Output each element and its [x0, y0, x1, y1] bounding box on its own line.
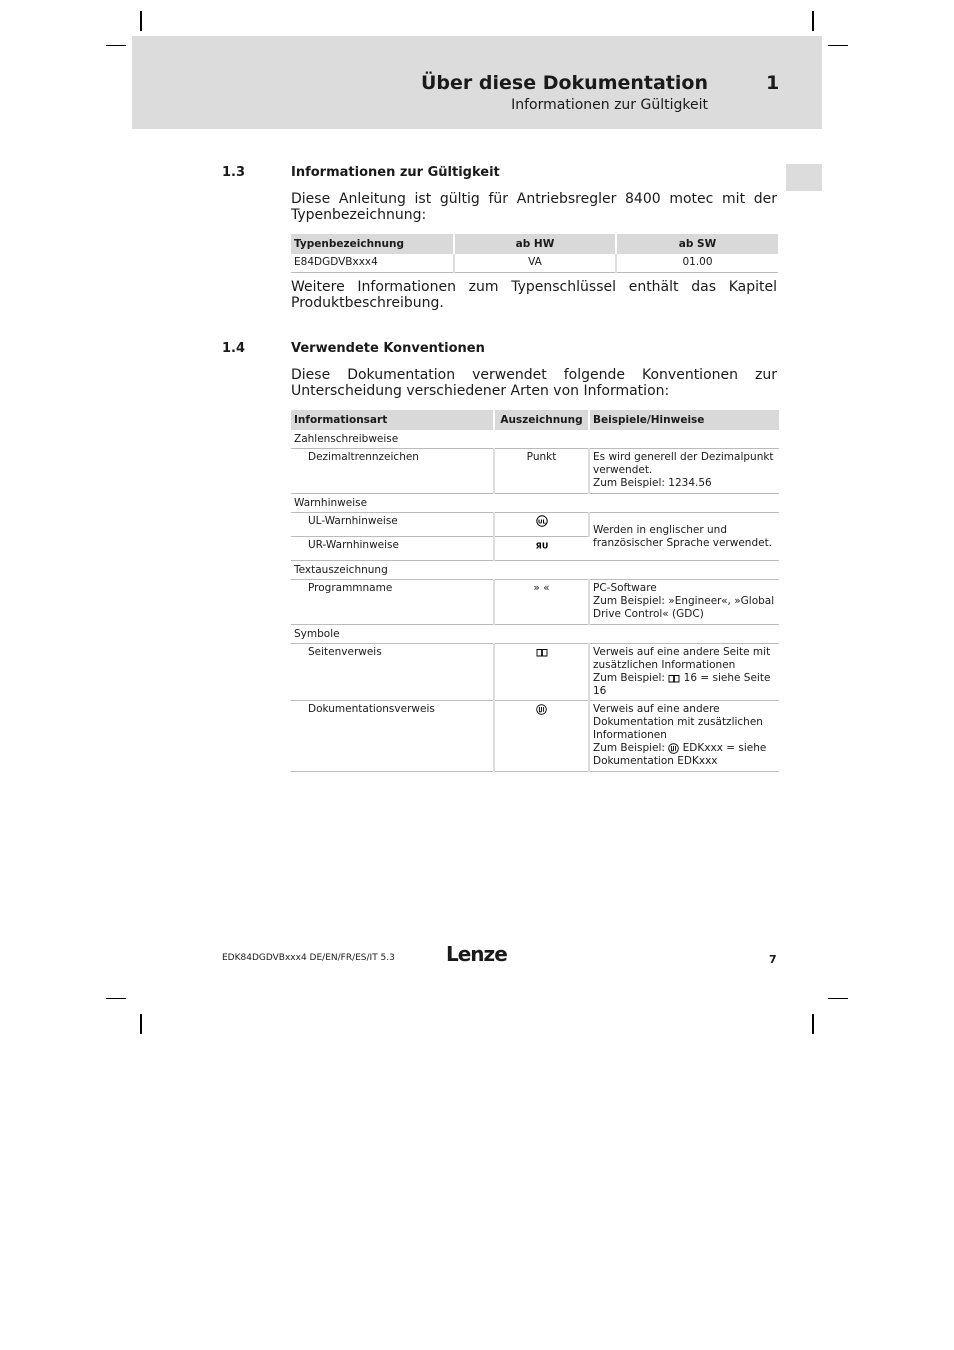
svg-text:UL: UL	[537, 519, 546, 526]
crop-mark	[828, 45, 848, 46]
table-header: Informationsart	[291, 410, 494, 430]
note-line: Zum Beispiel: »Engineer«, »Global Drive Control« (GDC)	[593, 595, 775, 620]
group-label: Zahlenschreibweise	[291, 430, 779, 449]
table-row	[291, 580, 779, 625]
table-cell: UL-Warnhinweise	[291, 513, 494, 537]
table-group-row	[291, 625, 779, 644]
table-cell	[494, 513, 589, 537]
table-cell: VA	[454, 254, 616, 273]
conventions-table	[291, 410, 779, 772]
table-cell: E84DGDVBxxx4	[291, 254, 454, 273]
crop-mark	[812, 1014, 814, 1034]
ur-mark-icon	[535, 540, 549, 550]
note-line: Zum Beispiel: 1234.56	[593, 477, 712, 489]
table-row	[291, 254, 778, 273]
section-intro: Diese Anleitung ist gültig für Antriebsregler 8400 motec mit der Typenbezeichnung:	[291, 191, 777, 223]
table-cell	[589, 644, 779, 701]
table-header-row	[291, 234, 778, 254]
table-group-row	[291, 430, 779, 449]
group-label: Textauszeichnung	[291, 561, 779, 580]
table-cell	[589, 580, 779, 625]
note-line: PC-Software	[593, 582, 657, 594]
table-cell	[494, 644, 589, 701]
group-label: Warnhinweise	[291, 494, 779, 513]
table-header: ab HW	[454, 234, 616, 254]
table-header: ab SW	[616, 234, 778, 254]
table-cell	[494, 701, 589, 772]
group-label: Symbole	[291, 625, 779, 644]
table-cell: Dokumentationsverweis	[291, 701, 494, 772]
table-cell: » «	[494, 580, 589, 625]
table-cell: Punkt	[494, 449, 589, 494]
section-title: Informationen zur Gültigkeit	[291, 165, 500, 180]
table-cell: Dezimaltrennzeichen	[291, 449, 494, 494]
chapter-number: 1	[766, 72, 780, 94]
crop-mark	[106, 45, 126, 46]
table-cell: Seitenverweis	[291, 644, 494, 701]
table-header: Auszeichnung	[494, 410, 589, 430]
ul-mark-icon	[536, 515, 548, 527]
note-text: 16 = siehe Seite 16	[593, 672, 771, 697]
section-number: 1.3	[222, 165, 246, 180]
table-cell	[589, 701, 779, 772]
table-row	[291, 644, 779, 701]
footer-doc-code: EDK84DGDVBxxx4 DE/EN/FR/ES/IT 5.3	[222, 953, 395, 963]
table-group-row	[291, 561, 779, 580]
table-header: Beispiele/Hinweise	[589, 410, 779, 430]
chapter-title: Über diese Dokumentation	[421, 72, 708, 94]
section-paragraph: Weitere Informationen zum Typenschlüssel enthält das Kapitel Produktbeschreibung.	[291, 279, 777, 311]
section-title: Verwendete Konventionen	[291, 341, 485, 356]
table-row	[291, 513, 779, 537]
section-intro: Diese Dokumentation verwendet folgende Konventionen zur Unterscheidung verschiedener Arten von Information:	[291, 367, 777, 399]
book-icon	[668, 674, 680, 683]
crop-mark	[106, 998, 126, 999]
table-row	[291, 701, 779, 772]
chapter-side-tab	[786, 164, 822, 191]
note-text: EDKxxx = siehe Dokumentation EDKxxx	[593, 742, 767, 767]
table-group-row	[291, 494, 779, 513]
crop-mark	[140, 1014, 142, 1034]
note-line: Verweis auf eine andere Seite mit zusätzlichen Informationen	[593, 646, 771, 671]
table-cell: UR-Warnhinweise	[291, 537, 494, 561]
book-icon	[536, 648, 548, 657]
crop-mark	[812, 11, 814, 31]
note-line	[593, 742, 776, 768]
table-cell: Programmname	[291, 580, 494, 625]
table-cell: Werden in englischer und französischer Sprache verwendet.	[589, 513, 779, 561]
note-line: Verweis auf eine andere Dokumentation mit zusätzlichen Informationen	[593, 703, 763, 741]
crop-mark	[828, 998, 848, 999]
table-cell	[494, 537, 589, 561]
note-line	[593, 672, 776, 698]
type-table	[291, 234, 778, 273]
table-cell: 01.00	[616, 254, 778, 273]
page-number: 7	[769, 953, 777, 966]
note-text: Zum Beispiel:	[593, 742, 665, 754]
table-cell	[589, 449, 779, 494]
table-header-row	[291, 410, 779, 430]
crop-mark	[140, 11, 142, 31]
lenze-logo: Lenze	[446, 942, 507, 966]
documentation-reference-icon	[536, 704, 547, 715]
table-row	[291, 449, 779, 494]
note-line: Es wird generell der Dezimalpunkt verwendet.	[593, 451, 774, 476]
table-header: Typenbezeichnung	[291, 234, 454, 254]
section-number: 1.4	[222, 341, 246, 356]
svg-text:ЯU: ЯU	[535, 541, 549, 550]
documentation-reference-icon	[668, 743, 679, 754]
chapter-subtitle: Informationen zur Gültigkeit	[511, 97, 708, 113]
note-text: Zum Beispiel:	[593, 672, 665, 684]
